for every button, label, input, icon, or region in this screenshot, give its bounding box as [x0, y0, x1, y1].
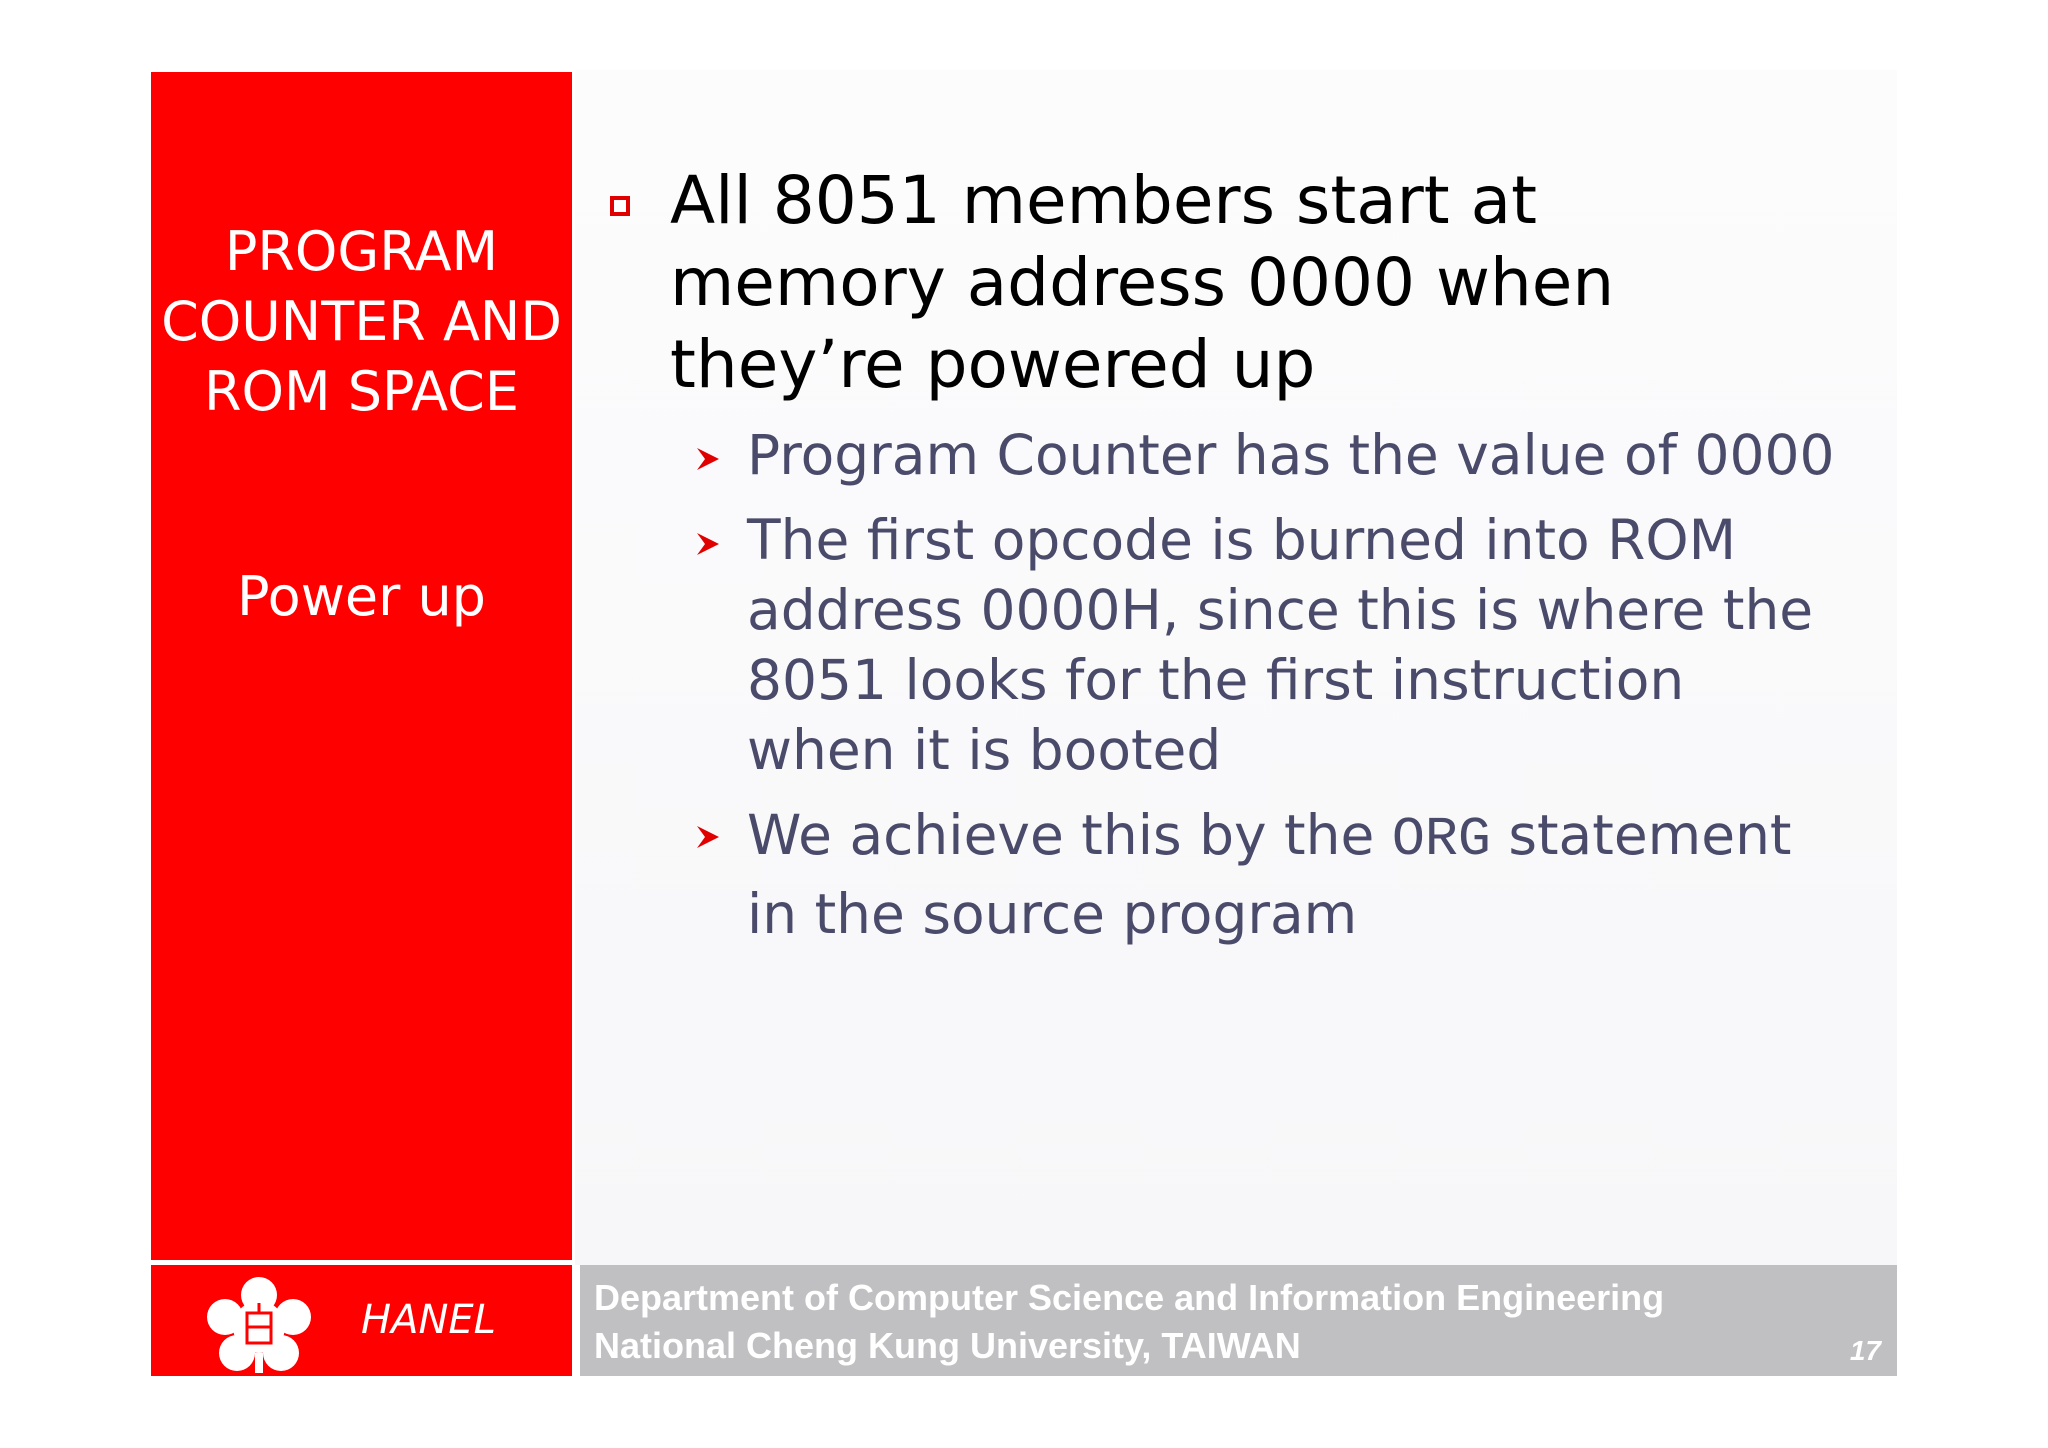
footer-brand [151, 1265, 572, 1376]
main-bullet-text: All 8051 members start at memory address 0000 when they’re powered up [670, 162, 1615, 403]
section-title-line: COUNTER AND [161, 290, 562, 353]
sub-bullet: Program Counter has the value of 0000 [747, 423, 1835, 487]
square-bullet-icon [610, 196, 630, 216]
arrow-bullet-icon [693, 529, 723, 559]
sub-bullet: The first opcode is burned into ROM address 0000H, since this is where the 8051 looks for the first instruction when it is booted [747, 508, 1814, 782]
author-name: HANEL [361, 1297, 496, 1343]
arrow-bullet-icon [693, 822, 723, 852]
university-name: National Cheng Kung University, TAIWAN [594, 1325, 1301, 1366]
footer-info [580, 1265, 1897, 1376]
page-number: 17 [1849, 1335, 1881, 1366]
section-title-line: PROGRAM [224, 220, 499, 283]
sub-bullet-text: statement in the source program [747, 803, 1792, 946]
section-subtitle: Power up [237, 565, 486, 628]
sidebar [151, 72, 572, 1260]
university-logo-icon [203, 1275, 315, 1375]
code-org: ORG [1391, 808, 1491, 871]
sub-bullet-text: We achieve this by the [747, 803, 1392, 867]
section-title [151, 217, 572, 427]
department-name: Department of Computer Science and Information Engineering [594, 1277, 1665, 1318]
sub-bullet [747, 798, 1847, 951]
arrow-bullet-icon [693, 444, 723, 474]
section-title-line: ROM SPACE [204, 360, 519, 423]
